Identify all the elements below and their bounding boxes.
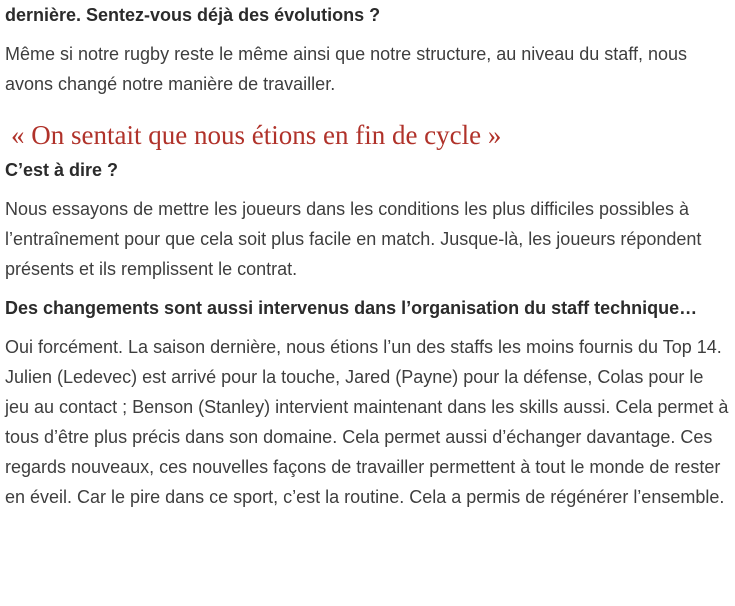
- question-1: dernière. Sentez-vous déjà des évolutions ?: [5, 5, 381, 25]
- answer-3: Oui forcément. La saison dernière, nous étions l’un des staffs les moins fournis du Top 14. Julien (Ledevec) est arrivé pour la touche, Jared (Payne) pour la défense, Colas pour le jeu au contact ; Benson (Stanley) intervient maintenant dans les skills aussi. Cela permet à tous d’être plus précis dans son domaine. Cela permet aussi d’échanger davantage. Ces regards nouveaux, ces nouvelles façons de travailler permettent à tout le monde de rester en éveil. Car le pire dans ce sport, c’est la routine. Cela a permis de régénérer l’ensemble.: [5, 337, 729, 507]
- answer-2: Nous essayons de mettre les joueurs dans les conditions les plus difficiles possibles à l’entraînement pour que cela soit plus facile en match. Jusque-là, les joueurs répondent présents et ils remplissent le contrat.: [5, 199, 702, 279]
- pull-quote: « On sentait que nous étions en fin de cycle »: [11, 120, 502, 150]
- answer-1: Même si notre rugby reste le même ainsi que notre structure, au niveau du staff, nous avons changé notre manière de travailler.: [5, 44, 688, 94]
- question-3: Des changements sont aussi intervenus dans l’organisation du staff technique…: [5, 298, 698, 318]
- article-body: [5, 0, 731, 512]
- question-2: C’est à dire ?: [5, 160, 119, 180]
